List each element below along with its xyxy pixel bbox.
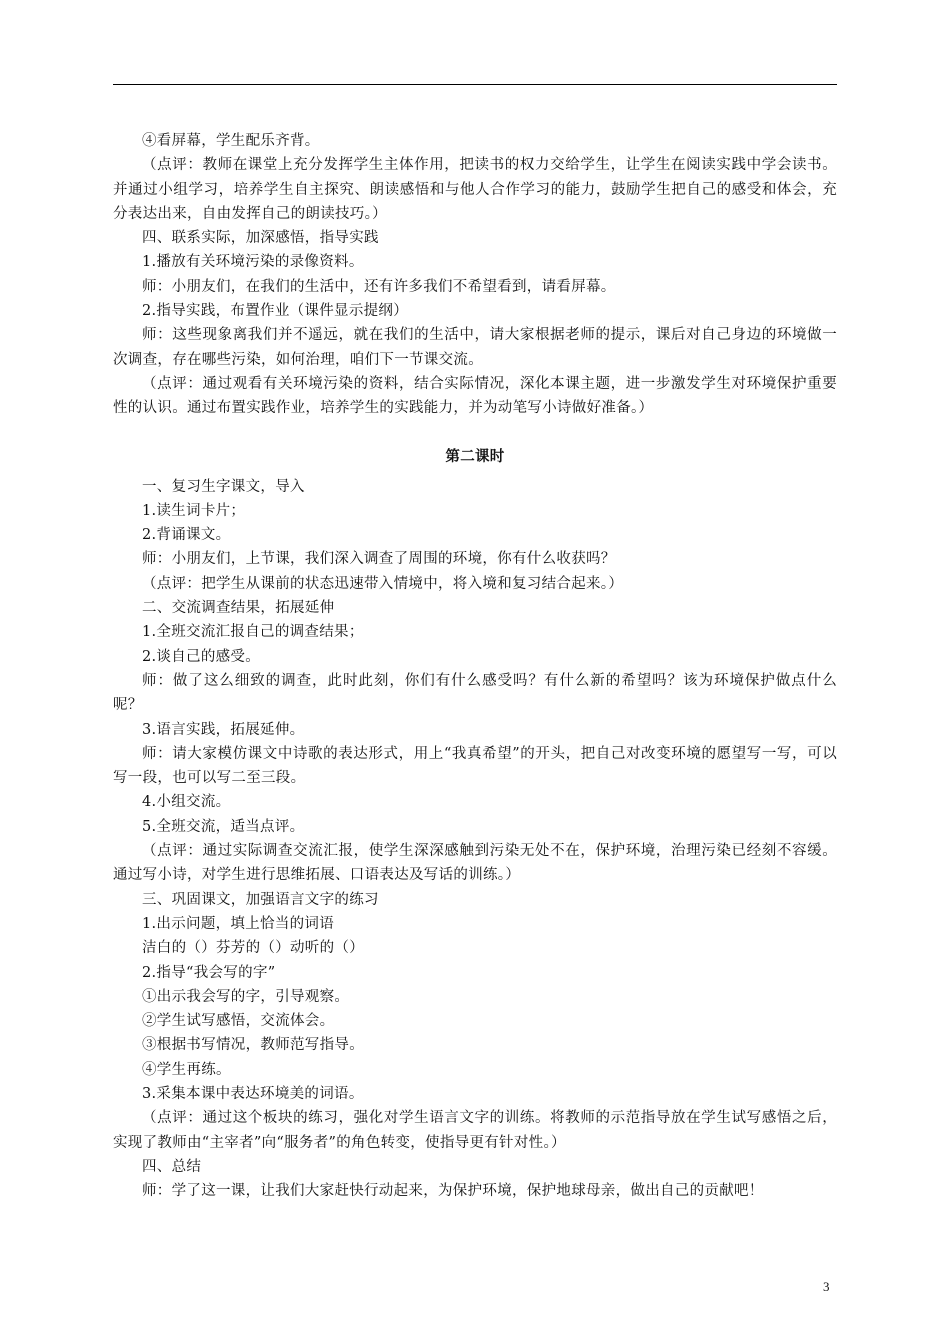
paragraph: 师：学了这一课，让我们大家赶快行动起来，为保护环境，保护地球母亲，做出自己的贡献吧！ xyxy=(142,1183,764,1200)
paragraph: 2.指导“我会写的字” xyxy=(142,964,276,981)
comment-paragraph: （点评：通过实际调查交流汇报，使学生深深感触到污染无处不在，保护环境，治理污染已经刻不容缓。通过写小诗，对学生进行思维拓展、口语表达及写话的训练。） xyxy=(113,843,837,884)
comment-paragraph: （点评：通过观看有关环境污染的资料，结合实际情况，深化本课主题，进一步激发学生对环境保护重要性的认识。通过布置实践作业，培养学生的实践能力，并为动笔写小诗做好准备。） xyxy=(113,375,837,417)
comment-paragraph: （点评：把学生从课前的状态迅速带入情境中，将入境和复习结合起来。） xyxy=(142,575,624,592)
section-heading: 四、总结 xyxy=(142,1158,202,1175)
paragraph: 2.指导实践，布置作业（课件显示提纲） xyxy=(142,303,409,320)
paragraph: 3.采集本课中表达环境美的词语。 xyxy=(142,1085,364,1102)
paragraph: 1.全班交流汇报自己的调查结果； xyxy=(142,624,364,641)
paragraph: ③根据书写情况，教师范写指导。 xyxy=(142,1037,364,1054)
paragraph: 1.播放有关环境污染的录像资料。 xyxy=(142,254,364,271)
paragraph: 3.语言实践，拓展延伸。 xyxy=(142,721,305,738)
paragraph: 师：这些现象离我们并不遥远，就在我们的生活中，请大家根据老师的提示，课后对自己身边的环境做一次调查，存在哪些污染，如何治理，咱们下一节课交流。 xyxy=(113,327,837,368)
section-heading: 三、巩固课文，加强语言文字的练习 xyxy=(142,891,379,908)
header-rule xyxy=(113,84,837,85)
paragraph: ④学生再练。 xyxy=(142,1061,231,1078)
section-heading: 一、复习生字课文，导入 xyxy=(142,478,305,495)
paragraph: 2.背诵课文。 xyxy=(142,527,231,544)
paragraph: 2.谈自己的感受。 xyxy=(142,648,261,665)
document-body xyxy=(113,129,837,1203)
comment-paragraph: （点评：通过这个板块的练习，强化对学生语言文字的训练。将教师的示范指导放在学生试写感悟之后，实现了教师由“主宰者”向“服务者”的角色转变，使指导更有针对性。） xyxy=(113,1110,837,1151)
page-number: 3 xyxy=(823,1279,830,1294)
paragraph: 1.读生词卡片； xyxy=(142,502,246,519)
section-heading: 二、交流调查结果，拓展延伸 xyxy=(142,600,335,617)
paragraph: 师：小朋友们，上节课，我们深入调查了周围的环境，你有什么收获吗？ xyxy=(142,551,616,568)
paragraph: 5.全班交流，适当点评。 xyxy=(142,818,305,835)
comment-paragraph: （点评：教师在课堂上充分发挥学生主体作用，把读书的权力交给学生，让学生在阅读实践中学会读书。并通过小组学习，培养学生自主探究、朗读感悟和与他人合作学习的能力，鼓励学生把自己的感受和体会，充分表达出来，自由发挥自己的朗读技巧。） xyxy=(113,157,837,222)
paragraph: ④看屏幕，学生配乐齐背。 xyxy=(142,133,320,149)
section-heading: 四、联系实际，加深感悟，指导实践 xyxy=(142,230,379,247)
paragraph: 1.出示问题，填上恰当的词语 xyxy=(142,915,335,932)
paragraph: 4.小组交流。 xyxy=(142,794,231,811)
lesson-title: 第二课时 xyxy=(445,448,505,465)
paragraph: 洁白的（）芬芳的（）动听的（） xyxy=(142,940,364,957)
paragraph: 师：小朋友们，在我们的生活中，还有许多我们不希望看到，请看屏幕。 xyxy=(142,278,616,295)
paragraph: ②学生试写感悟，交流体会。 xyxy=(142,1013,335,1030)
paragraph: ①出示我会写的字，引导观察。 xyxy=(142,988,350,1005)
paragraph: 师：请大家模仿课文中诗歌的表达形式，用上“我真希望”的开头，把自己对改变环境的愿望写一写，可以写一段，也可以写二至三段。 xyxy=(113,745,837,787)
paragraph: 师：做了这么细致的调查，此时此刻，你们有什么感受吗？有什么新的希望吗？该为环境保护做点什么呢？ xyxy=(113,672,837,714)
